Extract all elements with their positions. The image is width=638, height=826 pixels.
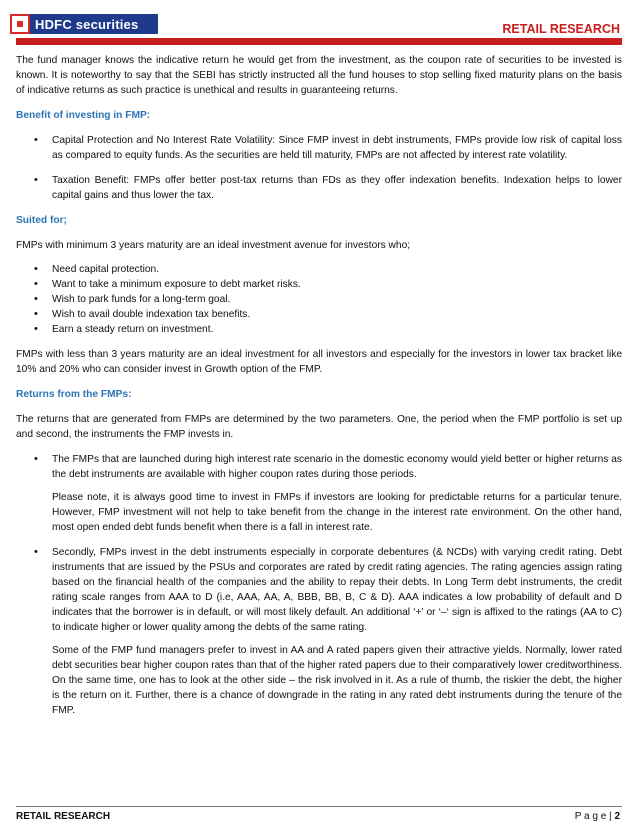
header-red-bar <box>16 38 622 45</box>
footer-label: RETAIL RESEARCH <box>16 811 111 822</box>
suited-closing: FMPs with less than 3 years maturity are an ideal investment for all investors and especially for the investors in lower tax bracket like 10% and 20% who can consider invest in Growth option of the FMP. <box>16 349 622 375</box>
returns-item-1: The FMPs that are launched during high interest rate scenario in the domestic economy would yield better or higher returns as the debt instruments are available with higher coupon rates during those periods. <box>52 454 622 480</box>
page-label: P a g e <box>574 811 607 822</box>
returns-item-2: Secondly, FMPs invest in the debt instruments especially in corporate debentures (& NCDs) with varying credit rating. Debt instruments that are issued by the PSUs and corporates are rated by credit rating agencies. The rating agencies assign rating based on the financial health of the companies and the ability to repay their debts. In Long Term debt instruments, the credit rating scale ranges from AAA to D (i.e, AAA, AA, A, BBB, BB, B, C & D). AAA indicates a low probability of default and D indicates that the borrower is in default, or will most likely default. An additional ‘+’ or ‘–‘ sign is affixed to the ratings (AA to C) to indicate higher or lower quality among the debts of the same rating. <box>52 547 622 633</box>
list-item <box>16 545 622 635</box>
list-item: • Wish to park funds for a long-term goal. <box>16 292 622 307</box>
returns-intro: The returns that are generated from FMPs are determined by the two parameters. One, the period when the FMP portfolio is set up and second, the instruments the FMP invests in. <box>16 414 622 440</box>
returns-list-2 <box>16 545 622 635</box>
intro-paragraph: The fund manager knows the indicative return he would get from the investment, as the coupon rate of securities to be invested is known. It is noteworthy to say that the SEBI has strictly instructed all the fund houses to stop selling fixed maturity plans on the basis of indicative returns as such practice is unethical and results in guaranteeing returns. <box>16 55 622 96</box>
page-separator: | <box>609 811 612 822</box>
retail-research-label: RETAIL RESEARCH <box>502 22 620 36</box>
returns-item-1-note: Please note, it is always good time to invest in FMPs if investors are looking for predictable returns for a particular tenure. However, FMP investment will not help to take benefit from the change in the interest rate environment. On the other hand, most open ended debt funds benefit when there is a fall in interest rate. <box>52 492 622 533</box>
list-item: • Earn a steady return on investment. <box>16 322 622 337</box>
list-item <box>16 452 622 482</box>
returns-heading: Returns from the FMPs: <box>16 389 132 400</box>
list-item: • Need capital protection. <box>16 262 622 277</box>
page-number <box>575 811 620 822</box>
returns-list <box>16 452 622 482</box>
list-item: • Want to take a minimum exposure to debt market risks. <box>16 277 622 292</box>
list-item: • Wish to avail double indexation tax benefits. <box>16 307 622 322</box>
document-body <box>16 53 622 718</box>
hdfc-logo <box>10 14 158 34</box>
benefits-list <box>16 133 622 203</box>
suited-list <box>16 262 622 337</box>
suited-heading: Suited for; <box>16 215 67 226</box>
list-item: • Taxation Benefit: FMPs offer better post-tax returns than FDs as they offer indexation benefits. Indexation helps to lower capital gains and thus lower the tax. <box>16 173 622 203</box>
list-item: • Capital Protection and No Interest Rate Volatility: Since FMP invest in debt instruments, FMPs provide low risk of capital loss as compared to equity funds. As the securities are held till maturity, FMPs are not affected by interest rate volatility. <box>16 133 622 163</box>
page-number-value: 2 <box>614 811 620 822</box>
logo-text: HDFC securities <box>35 16 139 32</box>
returns-item-2-note: Some of the FMP fund managers prefer to invest in AA and A rated papers given their attractive yields. Normally, lower rated debt securities bear higher coupon rates than that of the higher rated papers due to their comparatively lower creditworthiness. On the same time, one has to look at the other side – the risk involved in it. As a rule of thumb, the riskier the debt, the higher is the return on it. Further, there is a chance of downgrade in the rating in any rated debt instruments during the tenure of the FMP. <box>52 645 622 716</box>
page-header <box>0 0 638 50</box>
footer-divider <box>16 806 622 807</box>
benefits-heading: Benefit of investing in FMP: <box>16 110 151 121</box>
suited-intro: FMPs with minimum 3 years maturity are an ideal investment avenue for investors who; <box>16 240 411 251</box>
hdfc-logo-icon <box>10 14 30 34</box>
